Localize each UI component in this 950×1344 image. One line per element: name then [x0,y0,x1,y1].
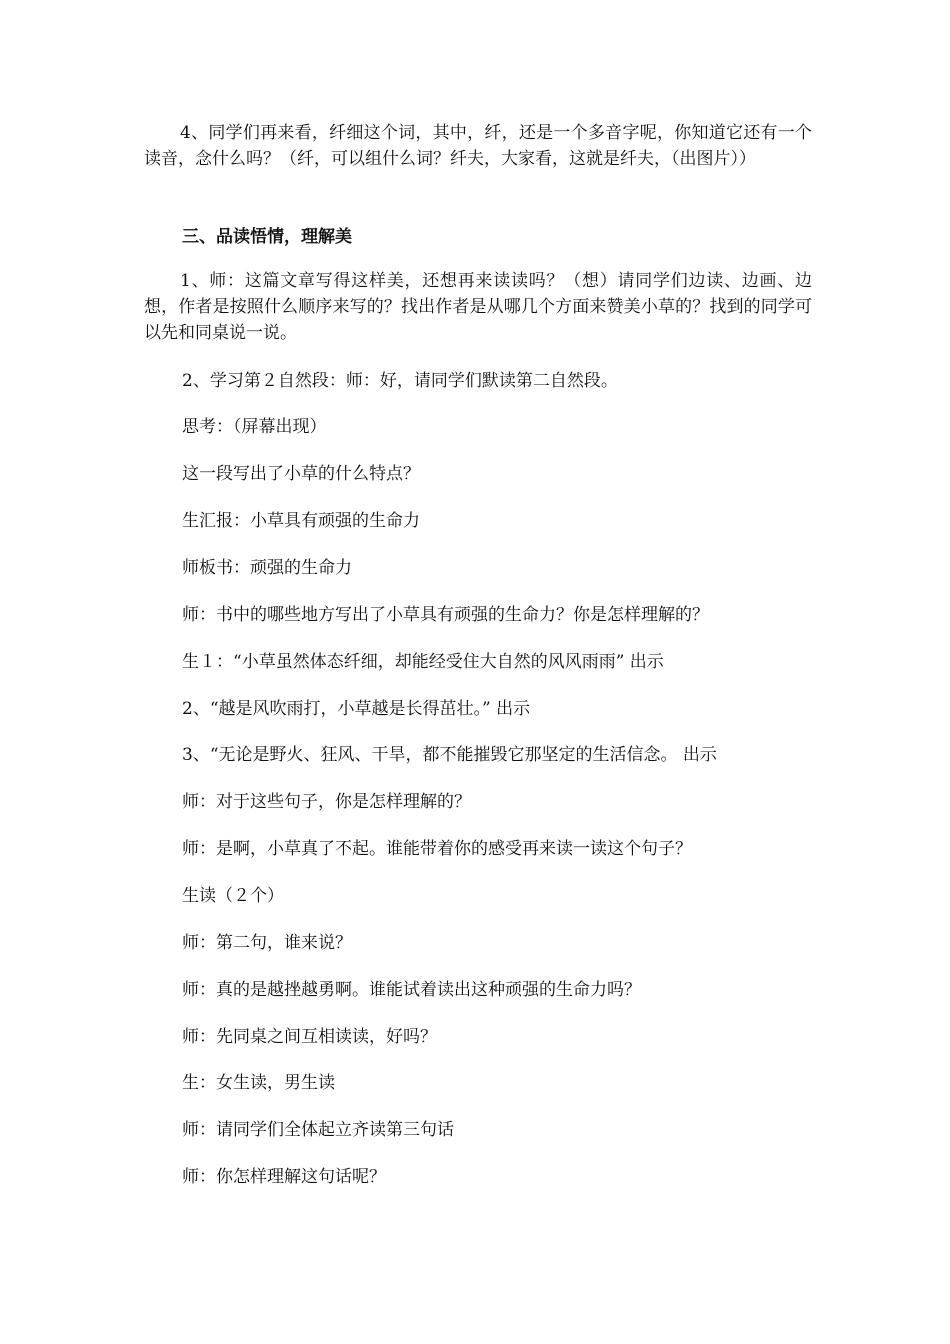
text-line: 师：第二句，谁来说？ [182,933,352,953]
text-line: 师：书中的哪些地方写出了小草具有顽强的生命力？你是怎样理解的？ [182,605,709,625]
text-line: 师：先同桌之间互相读读，好吗？ [182,1027,437,1047]
text-line: 生汇报：小草具有顽强的生命力 [182,511,420,531]
text-line: 师：真的是越挫越勇啊。谁能试着读出这种顽强的生命力吗？ [182,980,641,1000]
paragraph-4 [144,120,812,172]
text-line: 师：是啊，小草真了不起。谁能带着你的感受再来读一读这个句子？ [182,839,692,859]
text-line: 生１：“小草虽然体态纤细，却能经受住大自然的风风雨雨” 出示 [182,652,664,672]
section3-paragraph-1 [144,268,812,346]
text-line: 师板书：顽强的生命力 [182,558,352,578]
text-line: 2、“越是风吹雨打，小草越是长得茁壮。” 出示 [182,699,531,719]
text-line: 师：你怎样理解这句话呢？ [182,1167,386,1187]
text-line: 这一段写出了小草的什么特点？ [182,464,420,484]
paragraph-text: 1、师：这篇文章写得这样美，还想再来读读吗？（想）请同学们边读、边画、边想，作者是按照什么顺序来写的？找出作者是从哪几个方面来赞美小草的？找到的同学可以先和同桌说一说。 [144,271,812,343]
text-line: 师：请同学们全体起立齐读第三句话 [182,1120,454,1140]
text-line: 生：女生读，男生读 [182,1073,335,1093]
text-line: 2、学习第２自然段：师：好，请同学们默读第二自然段。 [182,371,618,391]
text-line: 思考：（屏幕出现） [182,417,327,437]
paragraph-text: 4、同学们再来看，纤细这个词，其中，纤，还是一个多音字呢，你知道它还有一个读音，念什么吗？（纤，可以组什么词？纤夫，大家看，这就是纤夫，（出图片）） [144,123,812,169]
text-line: 师：对于这些句子，你是怎样理解的？ [182,792,471,812]
text-line: 生读（２个） [182,886,284,906]
text-line: 3、“无论是野火、狂风、干旱，都不能摧毁它那坚定的生活信念。 出示 [182,745,717,765]
section-heading: 三、品读悟情，理解美 [182,227,352,247]
